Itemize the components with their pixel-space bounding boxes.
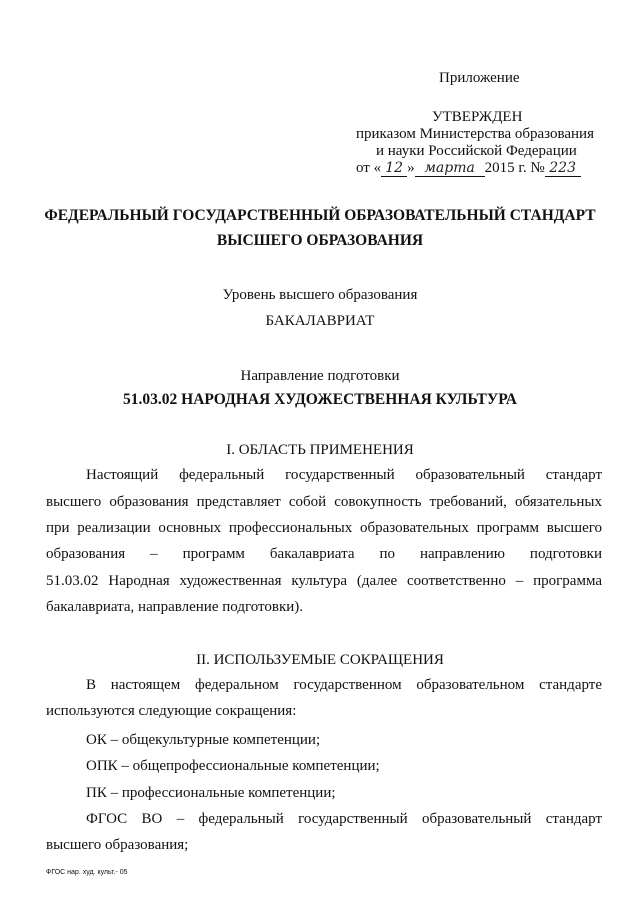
section-1-line: при реализации основных профессиональных образовательных программ высшего [46,520,602,536]
level-label: Уровень высшего образования [222,287,418,303]
section-1-line: высшего образования представляет собой совокупность требований, обязательных [46,494,602,510]
section-1-line: бакалавриата, направление подготовки). [46,599,304,615]
date-from-label: от « [356,160,382,176]
level-value: БАКАЛАВРИАТ [265,313,375,329]
abbrev-fgos-line: высшего образования; [46,837,189,853]
direction-label: Направление подготовки [240,368,400,384]
abbrev-opk: ОПК – общепрофессиональные компетенции; [86,758,380,774]
order-date-line [356,160,581,177]
approved-label: УТВЕРЖДЕН [432,109,523,125]
order-number: 223 [545,161,581,177]
section-2-heading: II. ИСПОЛЬЗУЕМЫЕ СОКРАЩЕНИЯ [196,652,444,668]
section-1-heading: I. ОБЛАСТЬ ПРИМЕНЕНИЯ [226,442,414,458]
direction-value: 51.03.02 НАРОДНАЯ ХУДОЖЕСТВЕННАЯ КУЛЬТУРА [123,391,517,408]
section-1-line: образования – программ бакалавриата по направлению подготовки [46,546,602,562]
section-1-line: Настоящий федеральный государственный образовательный стандарт [86,467,602,483]
abbrev-fgos-line: ФГОС ВО – федеральный государственный образовательный стандарт [86,811,602,827]
date-quote-close: » [407,160,415,176]
section-1-line: 51.03.02 Народная художественная культура (далее соответственно – программа [46,573,602,589]
appendix-label: Приложение [439,70,520,86]
date-day: 12 [381,161,407,177]
date-month: марта [415,161,485,177]
section-2-intro-line: используются следующие сокращения: [46,703,297,719]
section-2-intro-line: В настоящем федеральном государственном образовательном стандарте [86,677,602,693]
page-footer: ФГОС нар. худ. культ.- 05 [46,869,128,876]
abbrev-pk: ПК – профессиональные компетенции; [86,785,336,801]
date-year-label: 2015 г. № [484,160,545,176]
abbrev-ok: ОК – общекультурные компетенции; [86,732,321,748]
order-line-2: и науки Российской Федерации [376,143,577,159]
document-title-line-2: ВЫСШЕГО ОБРАЗОВАНИЯ [216,232,424,249]
order-line-1: приказом Министерства образования [356,126,594,142]
document-title-line-1: ФЕДЕРАЛЬНЫЙ ГОСУДАРСТВЕННЫЙ ОБРАЗОВАТЕЛЬНЫЙ СТАНДАРТ [44,207,596,224]
